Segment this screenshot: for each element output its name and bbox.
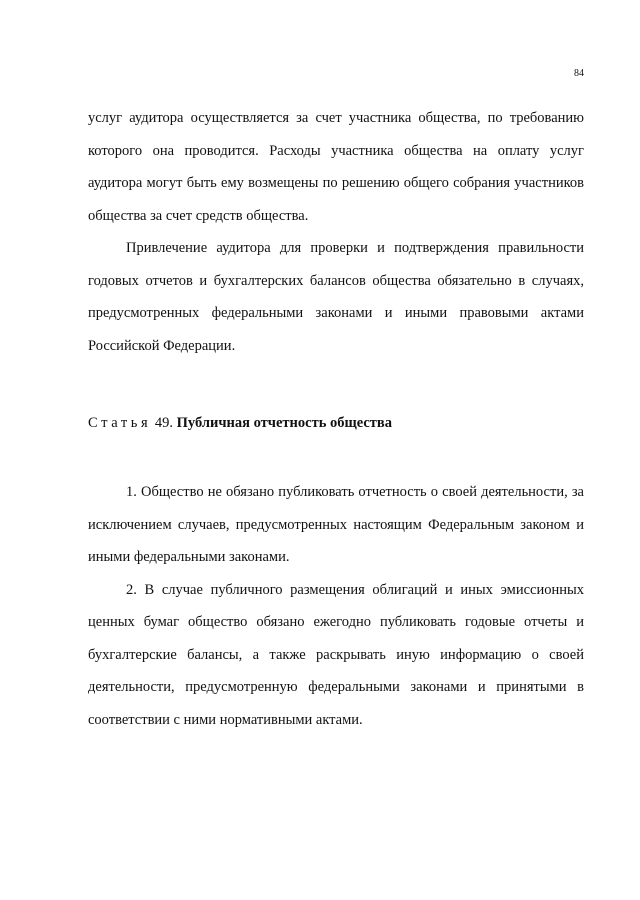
paragraph-continuation: услуг аудитора осуществляется за счет участника общества, по требованию которого она проводится. Расходы участника общества на оплату услуг аудитора могут быть ему возмещены по решению общего собрания участников общества за счет средств общества. <box>88 110 584 224</box>
text-block-bottom <box>88 476 584 736</box>
page-number: 84 <box>574 68 584 79</box>
text-block-top <box>88 102 584 362</box>
article-heading <box>88 407 584 440</box>
article-number: 49. <box>154 415 174 431</box>
paragraph-auditor-involvement: Привлечение аудитора для проверки и подтверждения правильности годовых отчетов и бухгалтерских балансов общества обязательно в случаях, предусмотренных федеральными законами и иными правовыми актами Российской Федерации. <box>88 240 584 354</box>
article-heading-block <box>88 407 584 440</box>
article-title: Публичная отчетность общества <box>176 415 392 431</box>
paragraph-item-1: 1. Общество не обязано публиковать отчетность о своей деятельности, за исключением случаев, предусмотренных настоящим Федеральным законом и иными федеральными законами. <box>88 484 584 565</box>
article-prefix: Статья <box>88 415 152 431</box>
paragraph-item-2: 2. В случае публичного размещения облигаций и иных эмиссионных ценных бумаг общество обязано ежегодно публиковать годовые отчеты и бухгалтерские балансы, а также раскрывать иную информацию о своей деятельности, предусмотренную федеральными законами и принятыми в соответствии с ними нормативными актами. <box>88 581 584 728</box>
